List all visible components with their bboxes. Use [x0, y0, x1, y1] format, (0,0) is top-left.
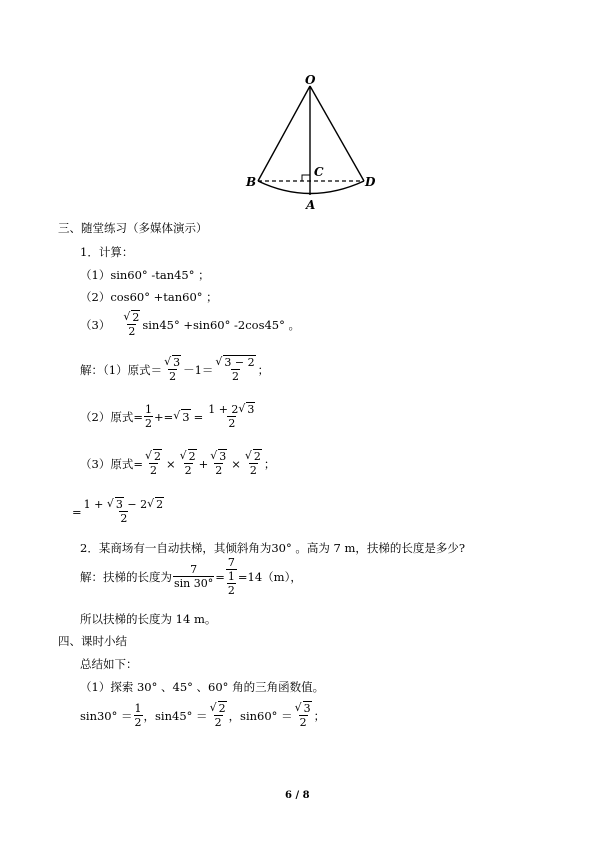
sol-label: 解：（1）原式＝ [80, 362, 163, 377]
label-B: B [246, 175, 257, 189]
sol1-end: ； [257, 362, 270, 377]
sqrt3: √ 3 [173, 410, 190, 424]
label-C: C [314, 165, 324, 179]
solution-3-continued [72, 498, 166, 525]
frac-sqrt3-over-2-b: √ $\frac{3}{2}$ [209, 450, 228, 477]
arc-BAD [258, 181, 364, 194]
frac-1-plus-2sqrt3-over-2: $\frac{1 + 2√ 3}{2}$ [207, 403, 256, 430]
times-sign-2: × [231, 456, 241, 471]
sol1-mid: －1＝ [183, 362, 214, 377]
solution-1 [80, 356, 269, 383]
label-O: O [305, 73, 316, 87]
frac-7-over-sin30: $\frac{7}{\sin 30^\circ}$ [174, 563, 214, 590]
frac-1-over-2-sin30: 1 2 [134, 702, 142, 729]
trig-values-line [80, 702, 325, 729]
sol2-label: （2）原式= [80, 409, 143, 424]
page-number: 6 / 8 [285, 790, 310, 801]
frac-sqrt2-over-2-c: √ $\frac{2}{2}$ [244, 450, 263, 477]
sin45-label: ，sin45° ＝ [143, 708, 208, 723]
times-sign: × [165, 456, 176, 471]
q2-sol-result: =14（m）， [237, 569, 302, 584]
q2-sol-label: 解：扶梯的长度为 [80, 569, 172, 584]
frac-sqrt2-over-2-b: √ $\frac{2}{2}$ [179, 450, 198, 477]
label-D: D [365, 175, 376, 189]
q1-item-2: （2）cos60° +tan60° ； [80, 290, 218, 304]
q1-title: 1．计算： [80, 245, 134, 259]
q1-item-3 [80, 311, 300, 338]
sol3-end: ； [263, 456, 276, 471]
sol3-cont-eq: = [72, 504, 82, 519]
q2-text: 2．某商场有一自动扶梯，其倾斜角为30° 。高为 7 m，扶梯的长度是多少? [80, 541, 466, 555]
summary-item-1: （1）探索 30° 、45° 、60° 角的三角函数值。 [80, 680, 325, 694]
geometry-figure [240, 72, 380, 212]
sol3-label: （3）原式= [80, 456, 143, 471]
section3-heading: 三、随堂练习（多媒体演示） [58, 221, 208, 235]
frac-sqrt2-over-2-sin45: √ 2 2 [209, 702, 228, 729]
right-angle-mark [302, 175, 310, 181]
solution-3 [80, 450, 275, 477]
trig-end: ； [313, 708, 326, 723]
q1-item-1: （1）sin60° -tan45° ； [80, 268, 210, 282]
q1-item-3-label: （3） [80, 317, 111, 332]
frac-1-over-2: $\frac{1}{2}$ [144, 403, 152, 430]
sol2-eq: = [193, 409, 204, 424]
sol2-plus: += [153, 409, 174, 424]
solution-2 [80, 403, 257, 430]
sin60-label: ，sin60° ＝ [228, 708, 293, 723]
summary-intro: 总结如下： [80, 657, 138, 671]
q2-conclusion: 所以扶梯的长度为 14 m。 [80, 612, 217, 626]
frac-cont: $\frac{1 + √ 3 - 2√ 2}{2}$ [83, 498, 165, 525]
frac-sqrt3-over-2-sin60: √ 3 2 [294, 702, 313, 729]
sin30-label: sin30° ＝ [80, 708, 133, 723]
frac-sqrt3-over-2: √ 3 2 [163, 356, 182, 383]
frac-sqrt2-over-2: √ 2 2 [122, 311, 141, 338]
frac-7-over-half: $\frac{7}{\frac{1}{2}}$ [227, 556, 235, 597]
line-OB [258, 86, 310, 181]
q1-item-3-rest: sin45° +sin60° -2cos45° 。 [142, 317, 301, 332]
frac-sqrt2-over-2-a: √ $\frac{2}{2}$ [144, 450, 163, 477]
section4-heading: 四、课时小结 [58, 634, 127, 648]
plus-sign: + [198, 456, 209, 471]
label-A: A [306, 198, 316, 212]
eq-sign: = [215, 569, 225, 584]
frac-sqrt3-minus-2-over-2: √ 3 − 2 2 [214, 356, 256, 383]
q2-solution [80, 556, 302, 597]
